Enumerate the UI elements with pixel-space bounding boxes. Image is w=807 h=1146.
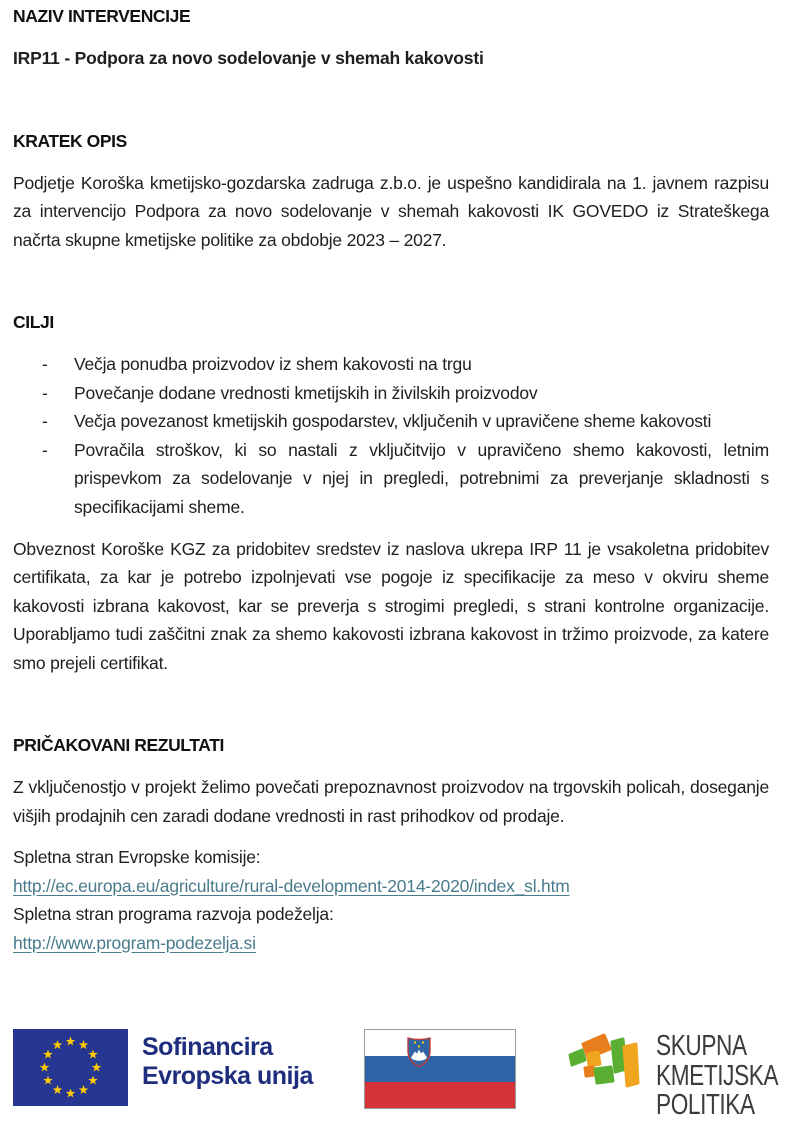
cap-logo-mark-icon (566, 1028, 644, 1118)
bullet-marker: - (42, 411, 48, 431)
ec-website-link[interactable]: http://ec.europa.eu/agriculture/rural-development-2014-2020/index_sl.htm (13, 875, 570, 896)
heading-cilji: CILJI (13, 312, 54, 332)
eu-flag-icon (13, 1029, 128, 1106)
ec-website-label: Spletna stran Evropske komisije: (13, 847, 261, 867)
cap-caption (655, 1030, 779, 1121)
obligation-paragraph: Obveznost Koroške KGZ za pridobitev sredstev iz naslova ukrepa IRP 11 je vsakoletna pridobitev certifikata, za kar je potrebo izpolnjevati vse pogoje iz specifikacije za meso v okviru sheme kakovosti izbrana kakovost, kar se preverja s strogimi pregledi, s strani kontrolne organizacije. Uporabljamo tudi zaščitni znak za shemo kakovosti izbrana kakovost in tržimo proizvode, za katere smo prejeli certifikat. (13, 538, 769, 673)
short-description-paragraph: Podjetje Koroška kmetijsko-gozdarska zadruga z.b.o. je uspešno kandidirala na 1. javnem razpisu za intervencijo Podpora za novo sodelovanje v shemah kakovosti IK GOVEDO iz Strateškega načrta skupne kmetijske politike za obdobje 2023 – 2027. (13, 172, 769, 250)
goals-list (13, 350, 769, 521)
slovenia-flag-icon (364, 1029, 516, 1109)
heading-pricakovani-rezultati: PRIČAKOVANI REZULTATI (13, 735, 224, 755)
list-item (13, 350, 769, 379)
intervention-title: IRP11 - Podpora za novo sodelovanje v shemah kakovosti (13, 48, 484, 68)
goal-text: Povračila stroškov, ki so nastali z vključitvijo v upravičeno shemo kakovosti, letnim prispevkom za sodelovanje v njej in pregledi, potrebnimi za preverjanje skladnosti s specifikacijami sheme. (74, 439, 769, 517)
rdp-website-label: Spletna stran programa razvoja podeželja: (13, 904, 334, 924)
expected-results-paragraph: Z vključenostjo v projekt želimo povečati prepoznavnost proizvodov na trgovskih policah, doseganje višjih prodajnih cen zaradi dodane vrednosti in rast prihodkov od prodaje. (13, 777, 769, 826)
eu-caption (142, 1033, 313, 1091)
bullet-marker: - (42, 439, 48, 460)
heading-kratek-opis: KRATEK OPIS (13, 130, 127, 151)
rdp-website-link[interactable]: http://www.program-podezelja.si (13, 932, 256, 953)
list-item (13, 436, 769, 522)
bullet-marker: - (42, 354, 48, 374)
eu-caption-line1: Sofinancira (142, 1033, 273, 1061)
cap-caption-line1: SKUPNA (655, 1030, 747, 1062)
eu-cofunding-logo (13, 1029, 313, 1106)
cap-caption-line3: POLITIKA (655, 1089, 755, 1121)
goal-text: Večja povezanost kmetijskih gospodarstev, vključenih v upravičene sheme kakovosti (74, 411, 712, 431)
website-links (13, 843, 769, 957)
cap-caption-line2: KMETIJSKA (655, 1059, 779, 1092)
eu-caption-line2: Evropska unija (142, 1062, 313, 1090)
goal-text: Večja ponudba proizvodov iz shem kakovosti na trgu (74, 354, 472, 374)
goal-text: Povečanje dodane vrednosti kmetijskih in živilskih proizvodov (74, 382, 538, 403)
cap-logo (566, 1029, 779, 1121)
list-item (13, 379, 769, 408)
heading-naziv-intervencije: NAZIV INTERVENCIJE (13, 6, 191, 26)
bullet-marker: - (42, 382, 48, 403)
footer-logos (13, 1029, 779, 1121)
list-item (13, 407, 769, 436)
